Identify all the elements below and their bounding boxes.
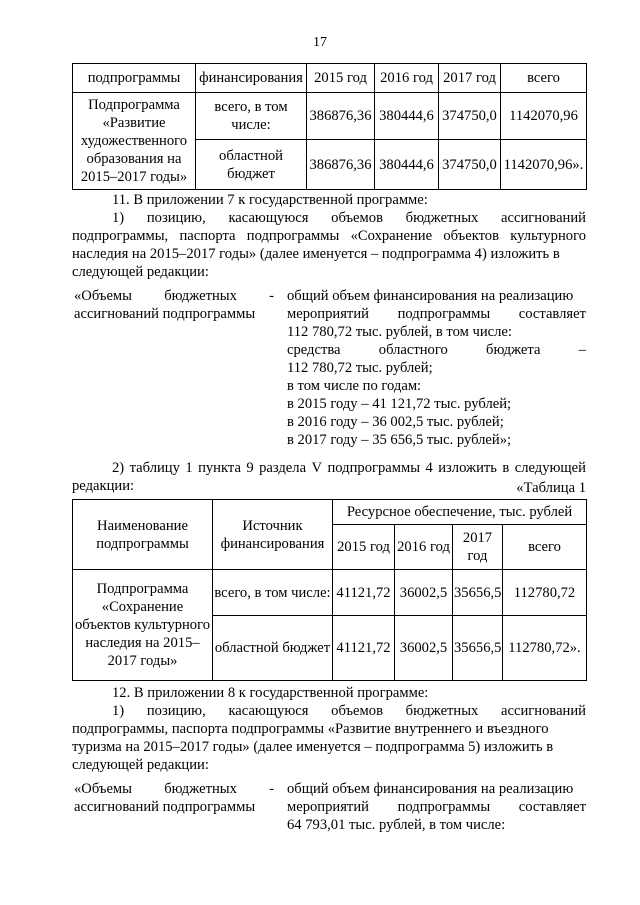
word: раздела: [259, 460, 307, 476]
position-value-line: [287, 798, 586, 816]
word: изложить: [438, 460, 497, 476]
value-cell: 1142070,96».: [501, 140, 587, 190]
value-cell: 374750,0: [439, 93, 501, 140]
word: «Объемы: [74, 781, 132, 797]
word: подпрограммы: [397, 306, 491, 322]
section-12-item-1-line: [112, 702, 586, 720]
word: бюджета: [486, 342, 541, 358]
header-cell-year: 2016 год: [395, 525, 453, 570]
section-12-item-1-line: следующей редакции:: [72, 757, 209, 773]
word: пункта: [198, 460, 241, 476]
position-label: [74, 287, 274, 305]
position-value-line: [287, 305, 586, 323]
word: бюджетных: [405, 703, 479, 719]
header-cell-source: Источник финансирования: [213, 500, 333, 570]
value-cell: 35656,5: [453, 616, 503, 681]
word: объемов: [331, 210, 383, 226]
word: таблицу: [129, 460, 180, 476]
word: 2): [112, 460, 125, 476]
word: -: [269, 781, 274, 797]
word: -: [269, 288, 274, 304]
word: в: [502, 460, 510, 476]
section-12-item-1-line: туризма на 2015–2017 годы» (далее именуется – подпрограмма 5) изложить в: [72, 739, 554, 755]
word: мероприятий: [287, 306, 369, 322]
table-row: [73, 570, 587, 616]
header-cell-year: 2017 год: [453, 525, 503, 570]
word: –: [578, 342, 586, 358]
position-value-line: общий объем финансирования на реализацию: [287, 781, 574, 797]
position-value-line: в 2016 году – 36 002,5 тыс. рублей;: [287, 414, 504, 430]
position-value-line: 112 780,72 тыс. рублей;: [287, 360, 433, 376]
source-cell: всего, в том числе:: [213, 570, 333, 616]
word: подпрограммы: [397, 799, 491, 815]
word: V: [311, 460, 323, 476]
header-cell: всего: [501, 64, 587, 93]
program-name-cell: Подпрограмма «Развитие художественного образования на 2015–2017 годы»: [73, 93, 196, 190]
word: бюджетных: [164, 288, 237, 304]
section-11-item-1-line: [72, 227, 586, 245]
position-label: ассигнований подпрограммы: [74, 799, 256, 815]
position-label: [74, 780, 274, 798]
word: «Сохранение: [350, 228, 433, 244]
position-label: ассигнований подпрограммы: [74, 306, 256, 322]
table-header-row: [73, 500, 587, 525]
header-cell: подпрограммы: [73, 64, 196, 93]
position-value-line: в том числе по годам:: [287, 378, 422, 394]
word: подпрограммы: [246, 228, 340, 244]
section-11-item-1-line: [112, 209, 586, 227]
position-value-line: общий объем финансирования на реализацию: [287, 288, 574, 304]
word: позицию,: [146, 210, 206, 226]
value-cell: 112780,72».: [503, 616, 587, 681]
section-12-item-1-line: подпрограммы, паспорта подпрограммы «Развитие внутреннего и въездного: [72, 721, 549, 737]
word: ассигнований: [501, 703, 586, 719]
section-11-item-2-line: [112, 459, 586, 477]
header-cell: финансирования: [196, 64, 307, 93]
word: 1): [112, 703, 125, 719]
section-11-item-1-line: наследия на 2015–2017 годы» (далее именуется – подпрограмма 4) изложить в: [72, 246, 560, 262]
word: позицию,: [146, 703, 206, 719]
value-cell: 374750,0: [439, 140, 501, 190]
source-cell: областной бюджет: [213, 616, 333, 681]
word: касающуюся: [228, 703, 309, 719]
value-cell: 386876,36: [307, 140, 375, 190]
value-cell: 386876,36: [307, 93, 375, 140]
source-cell: областной бюджет: [196, 140, 307, 190]
position-value-line: 64 793,01 тыс. рублей, в том числе:: [287, 817, 506, 833]
word: «Объемы: [74, 288, 132, 304]
section-11-item-2-line: редакции:: [72, 478, 135, 494]
header-cell: 2017 год: [439, 64, 501, 93]
table-header-row: [73, 64, 587, 93]
word: подпрограммы,: [72, 228, 169, 244]
word: 1): [112, 210, 125, 226]
word: объектов: [443, 228, 499, 244]
header-cell: 2015 год: [307, 64, 375, 93]
header-cell-year: 2015 год: [333, 525, 395, 570]
table-row: [73, 93, 587, 140]
word: средства: [287, 342, 341, 358]
word: 4: [425, 460, 433, 476]
value-cell: 41121,72: [333, 570, 395, 616]
value-cell: 380444,6: [375, 93, 439, 140]
word: бюджетных: [164, 781, 237, 797]
section-11-item-1-line: следующей редакции:: [72, 264, 209, 280]
value-cell: 112780,72: [503, 570, 587, 616]
section-11-title: 11. В приложении 7 к государственной программе:: [112, 192, 428, 208]
header-cell-program-name: Наименование подпрограммы: [73, 500, 213, 570]
word: касающуюся: [228, 210, 309, 226]
value-cell: 41121,72: [333, 616, 395, 681]
program-name-cell: Подпрограмма «Сохранение объектов культурного наследия на 2015–2017 годы»: [73, 570, 213, 681]
section-12-title: 12. В приложении 8 к государственной программе:: [112, 685, 429, 701]
position-value-line: в 2015 году – 41 121,72 тыс. рублей;: [287, 396, 512, 412]
value-cell: 36002,5: [395, 570, 453, 616]
word: объемов: [331, 703, 383, 719]
funding-table-cultural-heritage: [72, 499, 587, 681]
table-caption: «Таблица 1: [516, 480, 586, 496]
value-cell: 36002,5: [395, 616, 453, 681]
position-value-line: 112 780,72 тыс. рублей, в том числе:: [287, 324, 512, 340]
page-number: 17: [313, 35, 327, 50]
header-cell-resources: Ресурсное обеспечение, тыс. рублей: [333, 500, 587, 525]
word: культурного: [510, 228, 586, 244]
word: подпрограммы: [327, 460, 421, 476]
word: бюджетных: [405, 210, 479, 226]
word: паспорта: [179, 228, 236, 244]
word: мероприятий: [287, 799, 369, 815]
funding-table-art-education: [72, 63, 587, 190]
word: 1: [185, 460, 193, 476]
word: ассигнований: [501, 210, 586, 226]
word: следующей: [514, 460, 586, 476]
word: составляет: [518, 306, 586, 322]
word: областного: [378, 342, 448, 358]
source-cell: всего, в том числе:: [196, 93, 307, 140]
word: 9: [246, 460, 254, 476]
value-cell: 35656,5: [453, 570, 503, 616]
value-cell: 1142070,96: [501, 93, 587, 140]
value-cell: 380444,6: [375, 140, 439, 190]
position-value-line: [287, 341, 586, 359]
position-value-line: в 2017 году – 35 656,5 тыс. рублей»;: [287, 432, 512, 448]
header-cell: 2016 год: [375, 64, 439, 93]
header-cell-total: всего: [503, 525, 587, 570]
word: составляет: [518, 799, 586, 815]
